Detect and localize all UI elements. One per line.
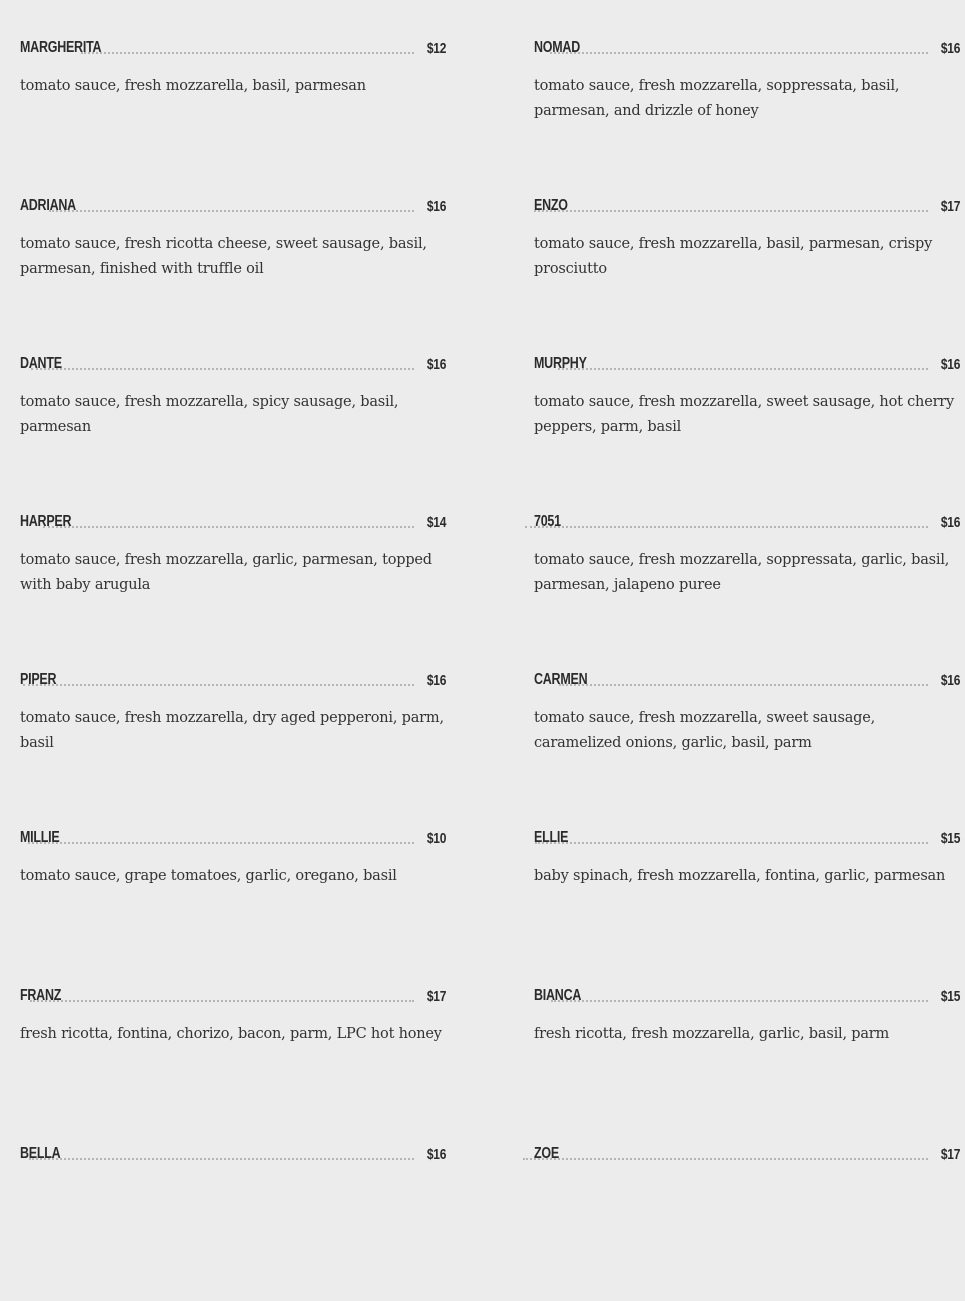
menu-item — [20, 195, 446, 353]
menu-item-price: $16 — [426, 198, 446, 215]
menu-item-name: ENZO — [534, 197, 568, 214]
menu-item-price: $14 — [426, 514, 446, 531]
menu-item — [534, 827, 960, 985]
dotted-leader — [28, 842, 414, 844]
menu-item-name: ADRIANA — [20, 197, 76, 214]
dotted-leader — [558, 368, 927, 370]
menu-item-description: tomato sauce, fresh mozzarella, soppressata, basil, parmesan, and drizzle of honey — [534, 78, 900, 119]
menu-item-description: tomato sauce, fresh mozzarella, sweet sausage, hot cherry peppers, parm, basil — [534, 394, 955, 435]
menu-item-price: $16 — [940, 40, 960, 57]
menu-item-name: CARMEN — [534, 671, 588, 688]
menu-item-name: PIPER — [20, 671, 57, 688]
menu-item-name: ELLIE — [534, 829, 569, 846]
menu-item — [20, 669, 446, 827]
dotted-leader — [31, 368, 414, 370]
menu-item-header — [20, 1143, 446, 1163]
menu-item-header — [534, 195, 960, 215]
menu-item-name: NOMAD — [534, 39, 580, 56]
menu-item-header — [20, 195, 446, 215]
dotted-leader — [81, 52, 414, 54]
dotted-leader — [29, 1158, 414, 1160]
menu-item-price: $16 — [426, 356, 446, 373]
menu-item-description: fresh ricotta, fontina, chorizo, bacon, parm, LPC hot honey — [20, 1026, 442, 1042]
menu-item-name: BIANCA — [534, 987, 582, 1004]
dotted-leader — [30, 1000, 414, 1002]
menu-item — [20, 37, 446, 195]
menu-item-header — [534, 669, 960, 689]
menu-item-price: $10 — [426, 830, 446, 847]
menu-item — [20, 511, 446, 669]
menu-item-name: ZOE — [534, 1145, 559, 1162]
menu-item-header — [534, 985, 960, 1005]
menu-item-price: $17 — [940, 1146, 960, 1163]
menu-item — [20, 827, 446, 985]
menu-item-price: $15 — [940, 830, 960, 847]
menu-item-name: MURPHY — [534, 355, 587, 372]
menu-item-description: tomato sauce, fresh mozzarella, dry aged pepperoni, parm, basil — [20, 710, 444, 751]
dotted-leader — [550, 52, 928, 54]
menu-item-price: $12 — [426, 40, 446, 57]
menu-item — [20, 985, 446, 1143]
menu-item-description: tomato sauce, fresh mozzarella, soppressata, garlic, basil, parmesan, jalapeno puree — [534, 552, 950, 593]
dotted-leader — [525, 526, 928, 528]
menu-item-description: tomato sauce, fresh mozzarella, basil, parmesan, crispy prosciutto — [534, 236, 933, 277]
dotted-leader — [559, 684, 928, 686]
dotted-leader — [43, 526, 414, 528]
menu-item-price: $17 — [940, 198, 960, 215]
menu-item-description: tomato sauce, fresh mozzarella, basil, parmesan — [20, 78, 366, 94]
dotted-leader — [535, 842, 928, 844]
pizza-menu — [20, 37, 960, 1301]
menu-item-description: baby spinach, fresh mozzarella, fontina, garlic, parmesan — [534, 868, 946, 884]
menu-item-name: HARPER — [20, 513, 72, 530]
menu-item-header — [534, 511, 960, 531]
menu-item-description: tomato sauce, fresh mozzarella, sweet sausage, caramelized onions, garlic, basil, parm — [534, 710, 876, 751]
menu-item — [534, 985, 960, 1143]
dotted-leader — [523, 1158, 928, 1160]
menu-item — [20, 1143, 446, 1301]
menu-item-name: 7051 — [534, 513, 561, 530]
menu-item — [534, 1143, 960, 1301]
menu-item-header — [20, 985, 446, 1005]
menu-item-header — [20, 353, 446, 373]
menu-item — [534, 195, 960, 353]
menu-item-price: $16 — [426, 1146, 446, 1163]
menu-item-description: fresh ricotta, fresh mozzarella, garlic, basil, parm — [534, 1026, 890, 1042]
menu-item-price: $17 — [426, 988, 446, 1005]
menu-item-description: tomato sauce, fresh mozzarella, spicy sausage, basil, parmesan — [20, 394, 399, 435]
menu-item-header — [534, 827, 960, 847]
menu-item — [534, 669, 960, 827]
menu-item-price: $15 — [940, 988, 960, 1005]
menu-item — [534, 511, 960, 669]
menu-item — [534, 353, 960, 511]
menu-item-name: FRANZ — [20, 987, 62, 1004]
menu-item-header — [20, 37, 446, 57]
menu-item-header — [20, 827, 446, 847]
dotted-leader — [551, 1000, 928, 1002]
menu-item — [20, 353, 446, 511]
menu-item-name: BELLA — [20, 1145, 61, 1162]
menu-item-description: tomato sauce, fresh mozzarella, garlic, parmesan, topped with baby arugula — [20, 552, 432, 593]
menu-item-price: $16 — [940, 356, 960, 373]
menu-item-name: MARGHERITA — [20, 39, 102, 56]
menu-item-header — [534, 1143, 960, 1163]
menu-item-description: tomato sauce, grape tomatoes, garlic, oregano, basil — [20, 868, 397, 884]
menu-item-price: $16 — [940, 672, 960, 689]
menu-item-description: tomato sauce, fresh ricotta cheese, sweet sausage, basil, parmesan, finished with truffle oil — [20, 236, 427, 277]
menu-item-header — [534, 353, 960, 373]
menu-item-price: $16 — [940, 514, 960, 531]
menu-item — [534, 37, 960, 195]
menu-item-header — [20, 511, 446, 531]
menu-item-price: $16 — [426, 672, 446, 689]
dotted-leader — [49, 210, 414, 212]
menu-item-header — [20, 669, 446, 689]
menu-item-header — [534, 37, 960, 57]
menu-item-name: DANTE — [20, 355, 62, 372]
dotted-leader — [23, 684, 413, 686]
dotted-leader — [534, 210, 928, 212]
menu-item-name: MILLIE — [20, 829, 60, 846]
